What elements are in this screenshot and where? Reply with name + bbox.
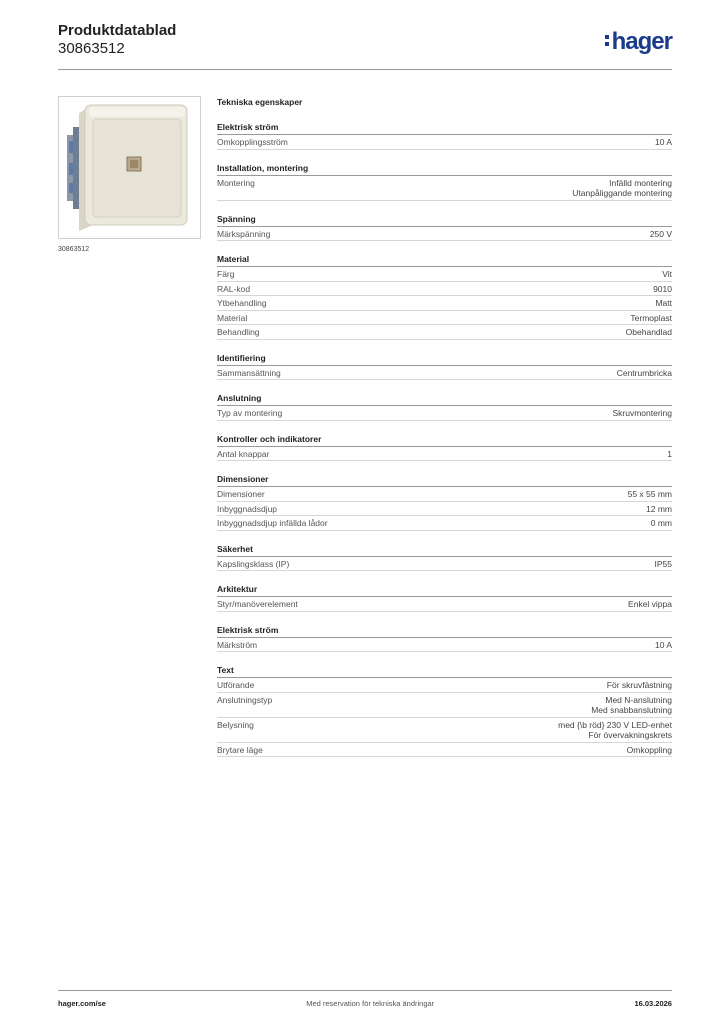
spec-value xyxy=(607,680,672,691)
spec-label: Märkström xyxy=(217,639,258,650)
spec-value-line: Centrumbricka xyxy=(616,367,672,378)
spec-value xyxy=(617,368,672,379)
section-title: Elektrisk ström xyxy=(217,624,672,638)
section-title: Elektrisk ström xyxy=(217,121,672,135)
spec-value xyxy=(572,178,672,199)
spec-value-line: Termoplast xyxy=(630,312,672,323)
spec-label: Belysning xyxy=(217,719,254,730)
spec-label: Dimensioner xyxy=(217,489,265,499)
spec-section xyxy=(217,583,672,612)
spec-row xyxy=(217,406,672,421)
spec-value-line: För övervakningskrets xyxy=(588,730,672,740)
spec-value xyxy=(646,504,672,515)
spec-label: Utförande xyxy=(217,680,255,690)
spec-value xyxy=(627,745,672,756)
spec-value-line: Skruvmontering xyxy=(612,408,672,418)
section-title: Spänning xyxy=(217,213,672,227)
specs-sections xyxy=(217,121,672,757)
spec-label: Brytare läge xyxy=(217,744,263,755)
spec-value xyxy=(628,489,672,500)
spec-row xyxy=(217,502,672,517)
spec-label: Material xyxy=(217,312,248,323)
spec-section xyxy=(217,433,672,462)
spec-row xyxy=(217,487,672,502)
spec-value-line: Utanpåliggande montering xyxy=(572,188,672,198)
document-number: 30863512 xyxy=(58,40,125,57)
spec-value-line: 9010 xyxy=(653,283,672,294)
spec-value xyxy=(667,449,672,460)
logo-text: hager xyxy=(611,28,672,55)
spec-value-line: IP55 xyxy=(654,558,672,569)
spec-row xyxy=(217,718,672,743)
spec-value xyxy=(630,313,672,324)
spec-value xyxy=(626,327,672,338)
logo-dots-icon xyxy=(605,30,611,48)
product-image xyxy=(58,96,201,239)
spec-section xyxy=(217,392,672,421)
section-title: Installation, montering xyxy=(217,162,672,176)
section-title: Säkerhet xyxy=(217,543,672,557)
section-title: Kontroller och indikatorer xyxy=(217,433,672,447)
spec-value-line: 12 mm xyxy=(646,503,672,514)
spec-label: Inbyggnadsdjup xyxy=(217,503,278,514)
spec-value-line: Med snabbanslutning xyxy=(591,705,672,715)
footer-website: hager.com/se xyxy=(58,999,106,1008)
wall-switch-icon xyxy=(59,97,200,238)
spec-section xyxy=(217,352,672,381)
spec-row xyxy=(217,597,672,612)
image-caption: 30863512 xyxy=(58,246,90,253)
spec-section xyxy=(217,664,672,757)
spec-row xyxy=(217,638,672,653)
spec-value xyxy=(628,599,672,610)
spec-row xyxy=(217,267,672,282)
spec-value-line: Med N-anslutning xyxy=(605,694,672,705)
page-header xyxy=(58,22,672,70)
spec-label: Ytbehandling xyxy=(217,298,267,308)
spec-value xyxy=(662,269,672,280)
spec-section xyxy=(217,543,672,572)
spec-value-line: 0 mm xyxy=(650,518,672,528)
spec-value-line: 1 xyxy=(667,448,672,459)
spec-row xyxy=(217,296,672,311)
section-title: Material xyxy=(217,253,672,267)
spec-row xyxy=(217,135,672,150)
spec-value xyxy=(650,229,672,240)
spec-label: Antal knappar xyxy=(217,448,270,459)
spec-section xyxy=(217,162,672,201)
spec-value-line: 10 A xyxy=(654,639,672,650)
spec-section xyxy=(217,624,672,653)
spec-value-line: Infälld montering xyxy=(609,177,672,188)
section-title: Dimensioner xyxy=(217,473,672,487)
spec-label: Styr/manöverelement xyxy=(217,599,298,609)
footer-date: 16.03.2026 xyxy=(634,999,672,1008)
spec-section xyxy=(217,121,672,150)
spec-value xyxy=(653,284,672,295)
spec-value-line: 55 x 55 mm xyxy=(627,489,672,499)
spec-row xyxy=(217,366,672,381)
spec-value xyxy=(655,640,672,651)
section-title: Text xyxy=(217,664,672,678)
spec-label: Märkspänning xyxy=(217,228,271,239)
spec-value-line: Vit xyxy=(662,269,672,279)
spec-value xyxy=(655,137,672,148)
spec-value-line: Obehandlad xyxy=(625,327,672,337)
spec-row xyxy=(217,678,672,693)
page-footer xyxy=(58,990,672,1008)
spec-label: Omkopplingsström xyxy=(217,137,288,147)
spec-value-line: Enkel vippa xyxy=(628,599,672,609)
spec-label: Färg xyxy=(217,269,235,279)
document-title: Produktdatablad xyxy=(58,22,177,39)
spec-label: RAL-kod xyxy=(217,283,251,294)
spec-value xyxy=(651,518,672,529)
spec-value xyxy=(655,559,673,570)
spec-row xyxy=(217,282,672,297)
section-title: Identifiering xyxy=(217,352,672,366)
spec-label: Typ av montering xyxy=(217,408,283,418)
spec-label: Montering xyxy=(217,177,255,188)
spec-value-line: För skruvfästning xyxy=(606,680,672,690)
spec-row xyxy=(217,325,672,340)
spec-value-line: 250 V xyxy=(649,228,672,239)
spec-value xyxy=(612,408,672,419)
spec-section xyxy=(217,473,672,531)
spec-row xyxy=(217,176,672,201)
specs-table xyxy=(217,96,672,769)
specs-title: Tekniska egenskaper xyxy=(217,97,303,107)
spec-label: Behandling xyxy=(217,327,260,337)
spec-row xyxy=(217,743,672,758)
spec-value xyxy=(655,298,672,309)
spec-label: Sammansättning xyxy=(217,367,281,378)
section-title: Arkitektur xyxy=(217,583,672,597)
spec-row xyxy=(217,693,672,718)
spec-label: Anslutningstyp xyxy=(217,694,273,705)
spec-row xyxy=(217,516,672,531)
spec-section xyxy=(217,213,672,242)
spec-value-line: Matt xyxy=(655,298,672,308)
spec-row xyxy=(217,227,672,242)
hager-logo xyxy=(605,28,672,56)
spec-value-line: Omkoppling xyxy=(626,744,672,755)
spec-label: Kapslingsklass (IP) xyxy=(217,558,290,569)
section-title: Anslutning xyxy=(217,392,672,406)
spec-label: Inbyggnadsdjup infällda lådor xyxy=(217,518,328,528)
spec-value xyxy=(591,695,672,716)
spec-row xyxy=(217,557,672,572)
spec-row xyxy=(217,311,672,326)
footer-disclaimer: Med reservation för tekniska ändringar xyxy=(306,999,435,1008)
spec-value-line: med {\b röd} 230 V LED-enhet xyxy=(558,719,672,730)
spec-row xyxy=(217,447,672,462)
spec-section xyxy=(217,253,672,340)
spec-value-line: 10 A xyxy=(654,137,672,147)
spec-value xyxy=(558,720,672,741)
